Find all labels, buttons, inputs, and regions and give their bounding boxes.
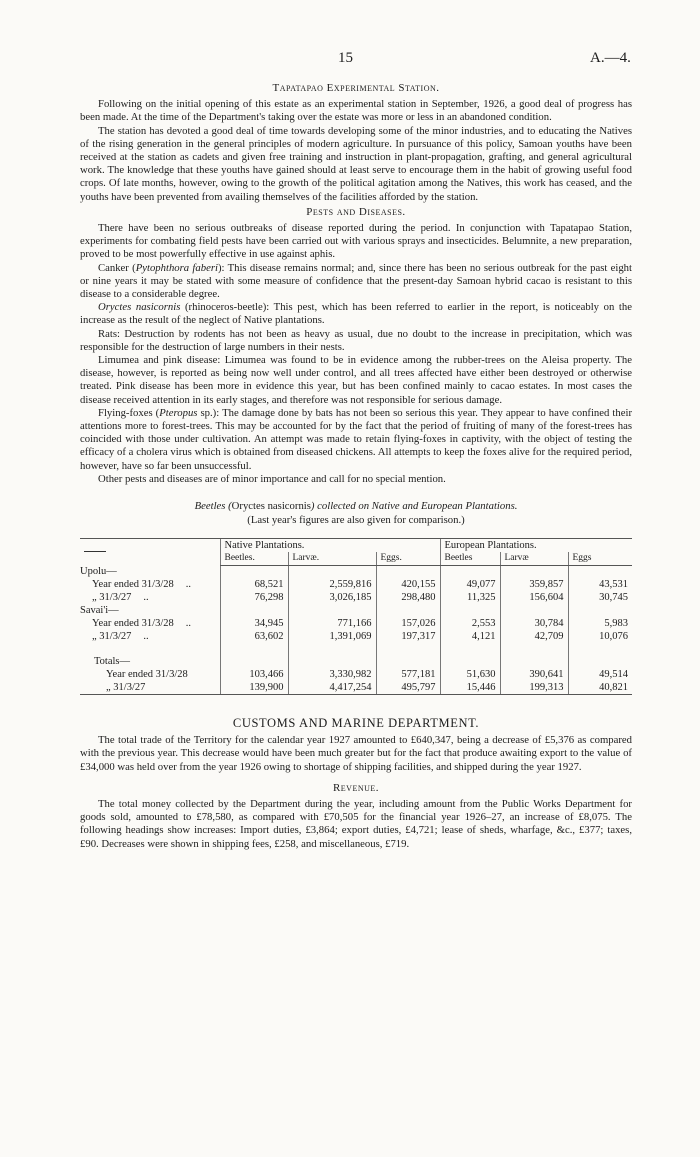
cell-native-eggs: 197,317 bbox=[376, 630, 440, 643]
cell-native-larvae: 1,391,069 bbox=[288, 630, 376, 643]
spacer-cell bbox=[288, 643, 376, 655]
cell-native-beetles: 103,466 bbox=[220, 668, 288, 681]
cell-native-eggs: 495,797 bbox=[376, 681, 440, 695]
rats-paragraph: Rats: Destruction by rodents has not been as heavy as usual, due no doubt to the increase in precipitation, which was responsible for the destruction of large numbers in their nests. bbox=[80, 327, 632, 353]
row-label: Totals— bbox=[94, 656, 131, 667]
table-caption bbox=[80, 500, 632, 527]
cell-european-larvae bbox=[500, 604, 568, 617]
cell-european-beetles: 49,077 bbox=[440, 578, 500, 591]
row-leader-dots: .. bbox=[185, 618, 192, 629]
page-reference: A.—4. bbox=[590, 50, 631, 66]
header-dash bbox=[84, 551, 106, 552]
cell-native-larvae bbox=[288, 655, 376, 668]
row-label: Savai'i— bbox=[80, 605, 119, 616]
cell-native-larvae: 3,330,982 bbox=[288, 668, 376, 681]
row-label bbox=[80, 617, 220, 630]
cell-european-beetles: 11,325 bbox=[440, 591, 500, 604]
pests-paragraph-1: There have been no serious outbreaks of disease reported during the period. In conjunction with Tapatapao Station, experiments for combating field pests have been carried out with various sprays and insecticides. Belumnite, a new preparation, proved to be most powerfully effective in use against aphis. bbox=[80, 222, 632, 261]
table-caption-subtitle: (Last year's figures are also given for comparison.) bbox=[247, 514, 465, 527]
canker-paragraph bbox=[80, 262, 632, 302]
cell-native-beetles: 139,900 bbox=[220, 681, 288, 695]
row-label-text: „ 31/3/27 bbox=[92, 592, 132, 603]
table-caption-title bbox=[80, 500, 632, 513]
cell-european-eggs: 30,745 bbox=[568, 591, 632, 604]
cell-european-larvae: 42,709 bbox=[500, 630, 568, 643]
row-label: Upolu— bbox=[80, 566, 117, 577]
oryctes-text: (rhinoceros-beetle): This pest, which has been referred to earlier in the report, is noticeably on the increase as the result of the neglect of Native plantations. bbox=[80, 301, 632, 327]
cell-native-larvae: 2,559,816 bbox=[288, 578, 376, 591]
row-label-text: „ 31/3/27 bbox=[92, 631, 132, 642]
document-body bbox=[80, 80, 632, 851]
limumea-paragraph: Limumea and pink disease: Limumea was found to be in evidence among the rubber-trees on the Aleisa property. The disease, however, is reported as being now well under control, and all trees affected have either been destroyed or otherwise treated. Pink disease has been more in evidence this year, but has been confined mainly to cacao estates. In most cases the disease received attention in its early stages, and therefore was not responsible for serious damage. bbox=[80, 354, 632, 406]
canker-lead: Canker ( bbox=[98, 261, 136, 274]
cell-european-eggs bbox=[568, 604, 632, 617]
cell-european-beetles bbox=[440, 655, 500, 668]
cell-native-beetles bbox=[220, 655, 288, 668]
flying-foxes-paragraph bbox=[80, 407, 632, 473]
flying-lead: Flying-foxes ( bbox=[98, 406, 160, 419]
row-label bbox=[80, 630, 220, 643]
cell-native-beetles: 34,945 bbox=[220, 617, 288, 630]
revenue-paragraph: The total money collected by the Department during the year, including amount from the Public Works Department for goods sold, amounted to £78,580, as compared with £70,505 for the financial year 1926–27, an increase of £8,075. The following headings show increases: Import duties, £3,864; export duties, £4,721; lease of sheds, wharfage, &c., £377; taxes, £90. Decreases were shown in shipping fees, £258, and miscellaneous, £719. bbox=[80, 798, 632, 850]
cell-european-beetles bbox=[440, 565, 500, 578]
cell-european-eggs bbox=[568, 655, 632, 668]
caption-species: Oryctes nasicornis bbox=[231, 500, 311, 513]
customs-paragraph: The total trade of the Territory for the calendar year 1927 amounted to £640,347, being a decrease of £5,376 as compared with the previous year. This decrease would have been much greater but for the fact that produce awaiting export to the value of £34,000 was held over from the year 1926 owing to shortage of shipping facilities, and shipped during the year 1927. bbox=[80, 734, 632, 773]
row-label bbox=[80, 681, 220, 695]
row-label-text: Year ended 31/3/28 bbox=[92, 579, 174, 590]
cell-european-larvae: 390,641 bbox=[500, 668, 568, 681]
cell-native-larvae: 4,417,254 bbox=[288, 681, 376, 695]
table-row bbox=[80, 578, 632, 591]
tapatapao-paragraph-2: The station has devoted a good deal of time towards developing some of the minor industries, and to educating the Natives of the rising generation in the general principles of modern agriculture. In pursuance of this policy, Samoan youths have been received at the station as cadets and given free training and instruction in plant-propagation, grafting, and general agricultural work. The knowledge that these youths have gained should at least serve to encourage them in the habit of growing useful food crops. Of late months, however, owing to the growth of the political agitation among the Natives, this work has ceased, and the youths have been prevented from availing themselves of the facilities afforded by the station. bbox=[80, 124, 632, 203]
table-row bbox=[80, 681, 632, 695]
table-group-row bbox=[80, 565, 632, 578]
caption-part-c: ) collected on Native and European Plantations. bbox=[310, 500, 518, 513]
cell-native-eggs: 420,155 bbox=[376, 578, 440, 591]
table-group-row bbox=[80, 655, 632, 668]
cell-native-beetles: 63,602 bbox=[220, 630, 288, 643]
row-leader-dots: .. bbox=[143, 631, 149, 642]
table-row bbox=[80, 591, 632, 604]
cell-native-beetles bbox=[220, 565, 288, 578]
cell-european-beetles: 2,553 bbox=[440, 617, 500, 630]
pests-heading: Pests and Diseases. bbox=[306, 205, 406, 218]
beetles-table bbox=[80, 538, 632, 696]
spacer-cell bbox=[220, 643, 288, 655]
header-corner bbox=[80, 538, 220, 565]
cell-native-larvae: 3,026,185 bbox=[288, 591, 376, 604]
header-european-eggs: Eggs bbox=[568, 552, 632, 566]
table-row bbox=[80, 617, 632, 630]
cell-native-eggs: 157,026 bbox=[376, 617, 440, 630]
header-native-larvae: Larvæ. bbox=[288, 552, 376, 566]
cell-european-beetles: 51,630 bbox=[440, 668, 500, 681]
table-row bbox=[80, 668, 632, 681]
cell-european-eggs bbox=[568, 565, 632, 578]
spacer-cell bbox=[500, 643, 568, 655]
cell-european-eggs: 5,983 bbox=[568, 617, 632, 630]
cell-european-beetles: 15,446 bbox=[440, 681, 500, 695]
row-leader-dots: .. bbox=[185, 579, 192, 590]
oryctes-species: Oryctes nasicornis bbox=[98, 301, 181, 314]
beetles-table-body bbox=[80, 565, 632, 695]
spacer-cell bbox=[568, 643, 632, 655]
cell-native-beetles: 68,521 bbox=[220, 578, 288, 591]
row-label-text: „ 31/3/27 bbox=[106, 682, 146, 693]
cell-european-larvae bbox=[500, 565, 568, 578]
cell-native-beetles: 76,298 bbox=[220, 591, 288, 604]
table-row bbox=[80, 630, 632, 643]
cell-native-eggs: 577,181 bbox=[376, 668, 440, 681]
cell-native-beetles bbox=[220, 604, 288, 617]
row-label bbox=[80, 668, 220, 681]
cell-native-larvae: 771,166 bbox=[288, 617, 376, 630]
table-group-row bbox=[80, 604, 632, 617]
cell-european-eggs: 49,514 bbox=[568, 668, 632, 681]
spacer-cell bbox=[440, 643, 500, 655]
cell-native-eggs bbox=[376, 565, 440, 578]
cell-native-larvae bbox=[288, 565, 376, 578]
page-number: 15 bbox=[338, 50, 353, 66]
row-label-text: Year ended 31/3/28 bbox=[92, 618, 174, 629]
row-label-text: Year ended 31/3/28 bbox=[106, 669, 188, 680]
header-european-beetles: Beetles bbox=[440, 552, 500, 566]
cell-european-larvae: 156,604 bbox=[500, 591, 568, 604]
revenue-heading: Revenue. bbox=[332, 781, 380, 794]
cell-european-larvae: 359,857 bbox=[500, 578, 568, 591]
cell-european-eggs: 40,821 bbox=[568, 681, 632, 695]
header-european-larvae: Larvæ bbox=[500, 552, 568, 566]
header-native-beetles: Beetles. bbox=[220, 552, 288, 566]
flying-species: Pteropus bbox=[159, 406, 198, 419]
cell-native-larvae bbox=[288, 604, 376, 617]
cell-european-eggs: 10,076 bbox=[568, 630, 632, 643]
caption-part-a: Beetles ( bbox=[194, 500, 232, 513]
tapatapao-paragraph-1: Following on the initial opening of this estate as an experimental station in September, 1926, a good deal of progress has been made. At the time of the Department's taking over the estate was more or less in an abandoned condition. bbox=[80, 98, 632, 124]
row-leader-dots: .. bbox=[143, 592, 149, 603]
customs-heading: CUSTOMS AND MARINE DEPARTMENT. bbox=[232, 716, 480, 730]
cell-european-eggs: 43,531 bbox=[568, 578, 632, 591]
row-label bbox=[80, 591, 220, 604]
cell-european-larvae: 199,313 bbox=[500, 681, 568, 695]
canker-text: ): This disease remains normal; and, since there has been no serious outbreak for the past eight or nine years it may be stated with some measure of confidence that the present-day Samoan hybrid cacao is resistant to this disease to a considerable degree. bbox=[80, 261, 632, 301]
header-european-plantations: European Plantations. bbox=[440, 538, 632, 552]
canker-species: Pytophthora faberi bbox=[135, 261, 218, 274]
cell-european-larvae bbox=[500, 655, 568, 668]
cell-native-eggs bbox=[376, 604, 440, 617]
header-native-plantations: Native Plantations. bbox=[220, 538, 440, 552]
cell-european-larvae: 30,784 bbox=[500, 617, 568, 630]
row-label bbox=[80, 578, 220, 591]
flying-text: sp.): The damage done by bats has not been so serious this year. They appear to have confined their attentions more to forest-trees. This may be accounted for by the fact that the period of fruiting of many of the forest-trees has coincided with those under cultivation. An attempt was made to retain flying-foxes in captivity, with the object of testing the efficacy of a cholera virus which is obtained from diseased chickens. All attempts to keep the foxes alive for the required period, however, have so far been unsuccessful. bbox=[80, 406, 633, 472]
header-native-eggs: Eggs. bbox=[376, 552, 440, 566]
cell-european-beetles bbox=[440, 604, 500, 617]
other-pests-paragraph: Other pests and diseases are of minor importance and call for no special mention. bbox=[98, 472, 446, 485]
spacer-cell bbox=[80, 643, 220, 655]
tapatapao-heading: Tapatapao Experimental Station. bbox=[272, 82, 440, 94]
spacer-cell bbox=[376, 643, 440, 655]
cell-european-beetles: 4,121 bbox=[440, 630, 500, 643]
cell-native-eggs bbox=[376, 655, 440, 668]
cell-native-eggs: 298,480 bbox=[376, 591, 440, 604]
table-spacer-row bbox=[80, 643, 632, 655]
oryctes-paragraph bbox=[80, 301, 632, 327]
